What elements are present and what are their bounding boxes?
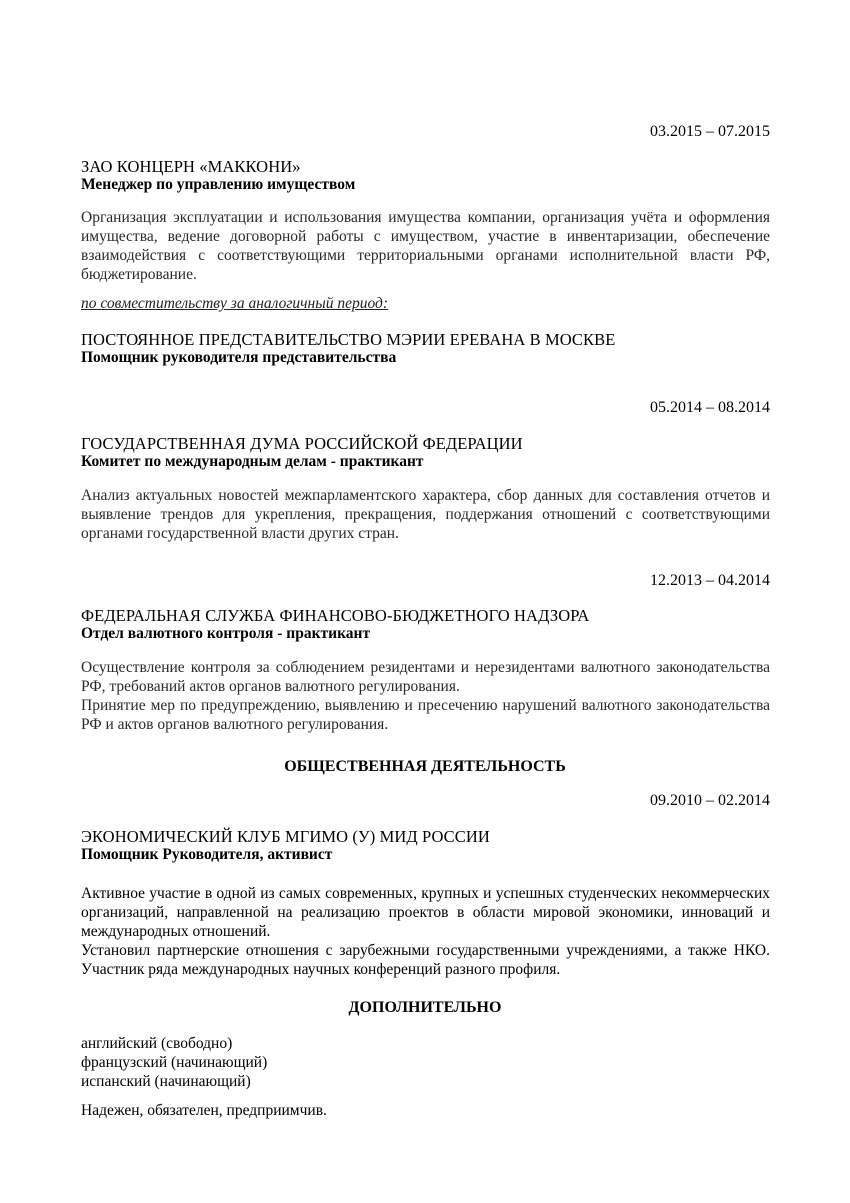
activity-dates: 09.2010 – 02.2014 — [650, 792, 770, 809]
job-description-paragraph: Организация эксплуатации и использования имущества компании, организация учёта и оформления имущества, ведение договорной работы с имуществом, участие в инвентаризации, обеспечение взаимодействия с соответствующими территориальными органами исполнительной власти РФ, бюджетирование. — [81, 209, 770, 283]
job-organization: ЗАО КОНЦЕРН «МАККОНИ» — [81, 157, 301, 176]
activity-role: Помощник Руководителя, активист — [81, 846, 333, 863]
personal-traits: Надежен, обязателен, предприимчив. — [81, 1102, 327, 1119]
job-description-paragraph: Осуществление контроля за соблюдением резидентами и нерезидентами валютного законодательства РФ, требований актов органов валютного регулирования. — [81, 659, 770, 695]
language-item: французский (начинающий) — [81, 1054, 268, 1071]
language-item: английский (свободно) — [81, 1035, 233, 1052]
job-dates: 05.2014 – 08.2014 — [650, 399, 770, 416]
job-organization: ПОСТОЯННОЕ ПРЕДСТАВИТЕЛЬСТВО МЭРИИ ЕРЕВАНА В МОСКВЕ — [81, 330, 616, 349]
job-dates: 12.2013 – 04.2014 — [650, 572, 770, 589]
job-description — [81, 658, 770, 734]
job-role: Отдел валютного контроля - практикант — [81, 625, 371, 642]
languages-list — [81, 1034, 267, 1091]
job-role: Помощник руководителя представительства — [81, 349, 397, 366]
job-organization: ФЕДЕРАЛЬНАЯ СЛУЖБА ФИНАНСОВО-БЮДЖЕТНОГО НАДЗОРА — [81, 606, 590, 625]
job-role: Комитет по международным делам - практикант — [81, 453, 424, 470]
concurrent-note: по совместительству за аналогичный период: — [81, 295, 389, 312]
job-role: Менеджер по управлению имуществом — [81, 176, 356, 193]
job-description-paragraph: Анализ актуальных новостей межпарламентского характера, сбор данных для составления отчетов и выявление трендов для укрепления, прекращения, поддержания отношений с соответствующими органами государственной власти других стран. — [81, 487, 770, 542]
job-dates: 03.2015 – 07.2015 — [650, 123, 770, 140]
job-organization: ГОСУДАРСТВЕННАЯ ДУМА РОССИЙСКОЙ ФЕДЕРАЦИИ — [81, 434, 523, 453]
activity-description-paragraph: Установил партнерские отношения с зарубежными государственными учреждениями, а также НКО. Участник ряда международных научных конференций разного профиля. — [81, 942, 770, 978]
activity-description — [81, 884, 770, 979]
job-description — [81, 486, 770, 543]
job-description — [81, 208, 770, 284]
language-item: испанский (начинающий) — [81, 1073, 251, 1090]
activity-description-paragraph: Активное участие в одной из самых современных, крупных и успешных студенческих некоммерческих организаций, направленной на реализацию проектов в области мировой экономики, инноваций и международных отношений. — [81, 885, 770, 940]
section-heading-public-activity: ОБЩЕСТВЕННАЯ ДЕЯТЕЛЬНОСТЬ — [284, 758, 566, 775]
section-heading-additional: ДОПОЛНИТЕЛЬНО — [348, 999, 502, 1016]
activity-organization: ЭКОНОМИЧЕСКИЙ КЛУБ МГИМО (У) МИД РОССИИ — [81, 827, 490, 846]
job-description-paragraph: Принятие мер по предупреждению, выявлению и пресечению нарушений валютного законодательства РФ и актов органов валютного регулирования. — [81, 697, 770, 733]
